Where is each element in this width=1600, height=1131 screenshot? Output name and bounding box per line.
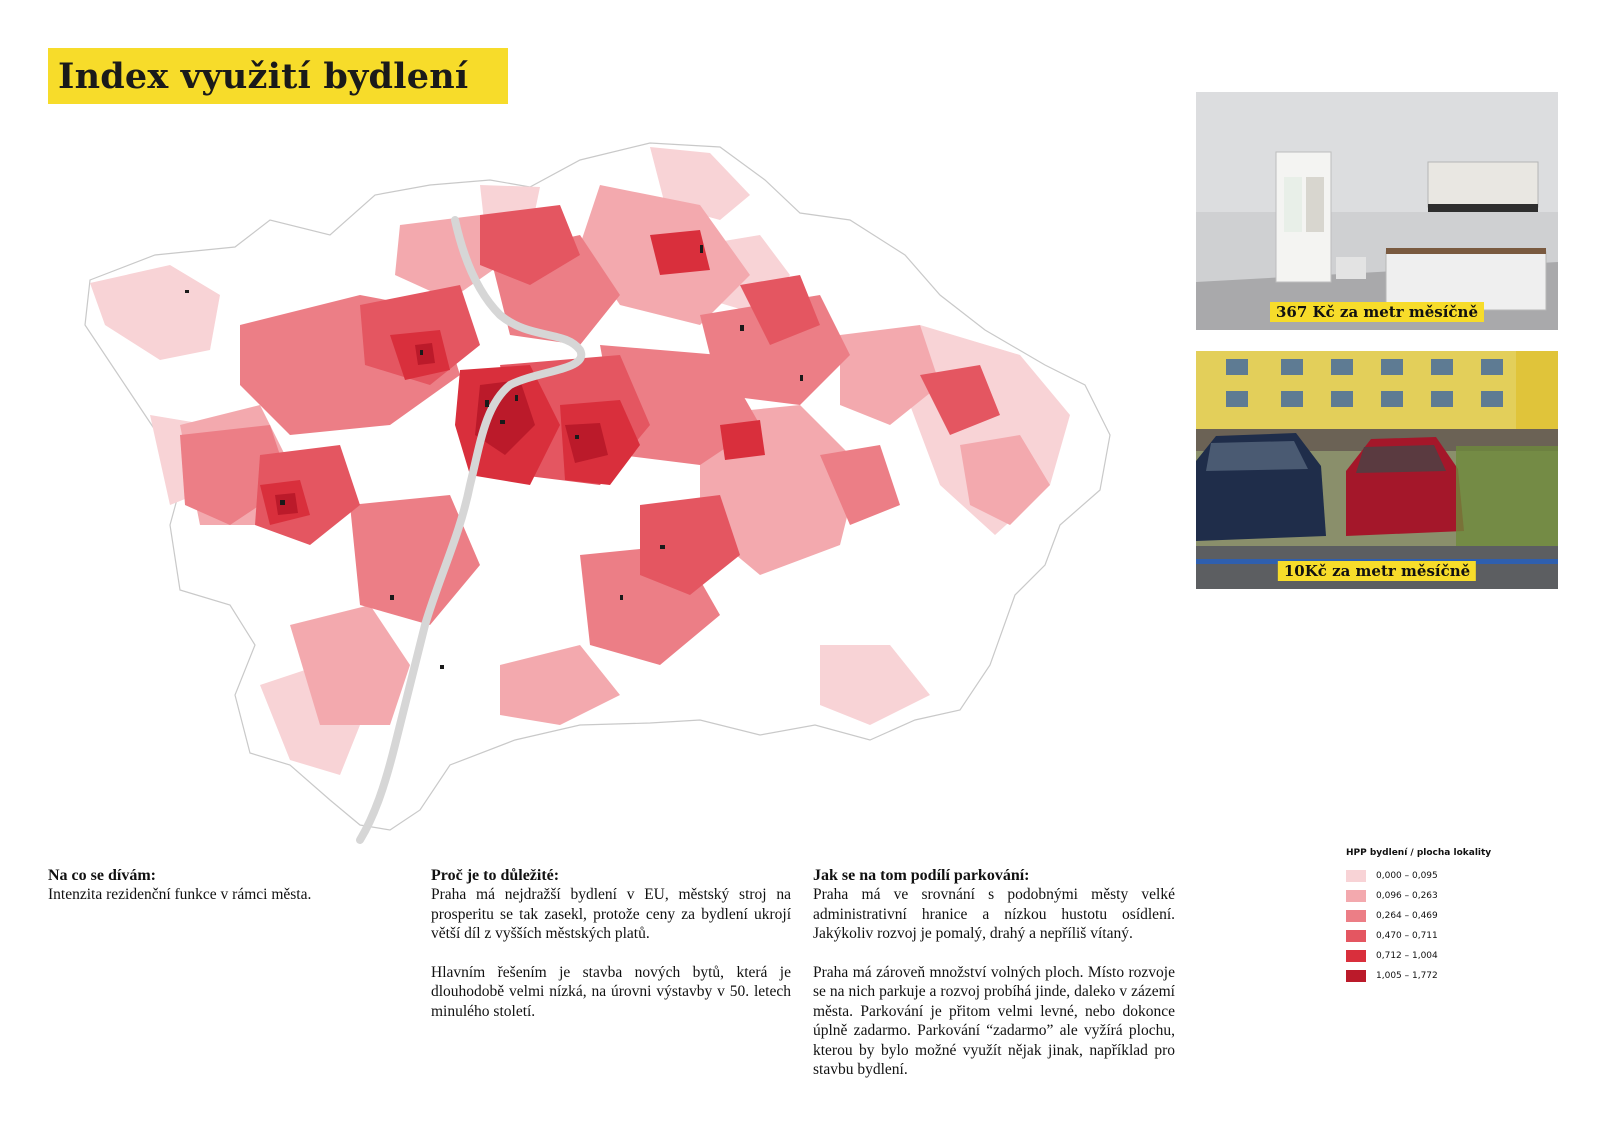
legend-swatch-1 xyxy=(1346,870,1366,882)
parking-illustration xyxy=(1196,351,1558,589)
section-what xyxy=(48,866,368,905)
section-parking xyxy=(813,866,1175,1080)
section-what-heading: Na co se dívám: xyxy=(48,867,156,884)
map-legend xyxy=(1346,848,1491,986)
page-title: Index využití bydlení xyxy=(58,55,469,97)
legend-label-2: 0,096 – 0,263 xyxy=(1376,891,1438,901)
section-why xyxy=(431,866,791,1021)
legend-label-6: 1,005 – 1,772 xyxy=(1376,971,1438,981)
legend-item xyxy=(1346,966,1491,986)
photo-caption-parking: 10Kč za metr měsíčně xyxy=(1278,561,1476,581)
section-what-text: Intenzita rezidenční funkce v rámci města. xyxy=(48,886,312,903)
legend-title: HPP bydlení / plocha lokality xyxy=(1346,848,1492,858)
apartment-photo xyxy=(1196,92,1558,330)
legend-label-1: 0,000 – 0,095 xyxy=(1376,871,1438,881)
legend-swatch-2 xyxy=(1346,890,1366,902)
legend-label-5: 0,712 – 1,004 xyxy=(1376,951,1438,961)
legend-item xyxy=(1346,906,1491,926)
legend-item xyxy=(1346,946,1491,966)
parking-photo xyxy=(1196,351,1558,589)
section-parking-heading: Jak se na tom podílí parkování: xyxy=(813,867,1030,884)
map-svg xyxy=(60,125,1140,865)
section-parking-text-2: Praha má zároveň množství volných ploch. Místo rozvoje se na nich parkuje a rozvoj probíhá jinde, daleko v zázemí města. Parkování je přitom velmi levné, nebo dokonce úplně zadarmo. Parkování “zadarmo” ale vyžírá plochu, kterou by bylo možné využít nějak jinak, například pro stavbu bydlení. xyxy=(813,963,1175,1078)
legend-item xyxy=(1346,866,1491,886)
apartment-illustration xyxy=(1196,92,1558,330)
title-box xyxy=(48,48,508,104)
legend-label-4: 0,470 – 0,711 xyxy=(1376,931,1438,941)
section-why-text-1: Praha má nejdražší bydlení v EU, městský stroj na prosperitu se tak zasekl, protože ceny za bydlení ukrojí větší díl z vyšších městských platů. xyxy=(431,886,791,942)
section-why-heading: Proč je to důležité: xyxy=(431,867,560,884)
legend-item xyxy=(1346,886,1491,906)
prague-housing-map xyxy=(60,125,1140,865)
legend-swatch-3 xyxy=(1346,910,1366,922)
legend-swatch-4 xyxy=(1346,930,1366,942)
legend-swatch-6 xyxy=(1346,970,1366,982)
legend-swatch-5 xyxy=(1346,950,1366,962)
legend-label-3: 0,264 – 0,469 xyxy=(1376,911,1438,921)
photo-caption-apartment: 367 Kč za metr měsíčně xyxy=(1270,302,1484,322)
section-why-text-2: Hlavním řešením je stavba nových bytů, která je dlouhodobě velmi nízká, na úrovni výstavby v 50. letech minulého století. xyxy=(431,963,791,1020)
section-parking-text-1: Praha má ve srovnání s podobnými městy velké administrativní hranice a nízkou hustotu osídlení. Jakýkoliv rozvoj je pomalý, drahý a nepříliš vítaný. xyxy=(813,886,1175,942)
legend-item xyxy=(1346,926,1491,946)
